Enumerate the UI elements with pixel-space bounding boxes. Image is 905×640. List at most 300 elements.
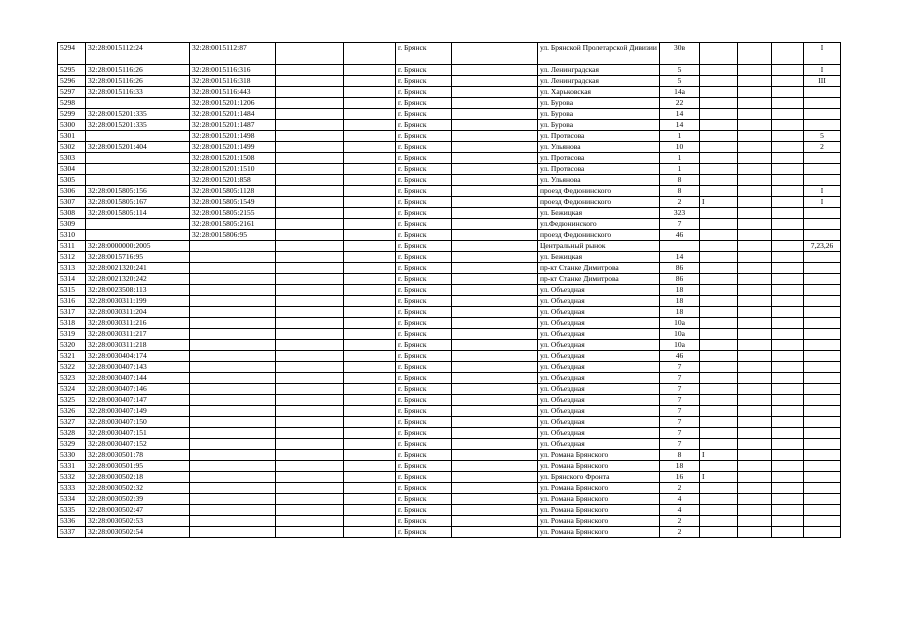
street-cell: ул. Брянского Фронта bbox=[538, 472, 660, 483]
parcel-cadastral-number-cell: 32:28:0030407:147 bbox=[86, 395, 190, 406]
table-row bbox=[58, 384, 841, 395]
empty-cell bbox=[276, 252, 344, 263]
building-cadastral-number-cell: 32:28:0015806:95 bbox=[190, 230, 276, 241]
house-number-cell: 16 bbox=[660, 472, 700, 483]
empty-cell bbox=[738, 164, 772, 175]
record-number-cell: 5306 bbox=[58, 186, 86, 197]
empty-cell bbox=[452, 120, 538, 131]
note-cell bbox=[804, 516, 841, 527]
mark-cell bbox=[700, 428, 738, 439]
empty-cell bbox=[276, 483, 344, 494]
street-cell: ул. Ульянова bbox=[538, 142, 660, 153]
parcel-cadastral-number-cell: 32:28:0030501:95 bbox=[86, 461, 190, 472]
empty-cell bbox=[772, 230, 804, 241]
mark-cell bbox=[700, 395, 738, 406]
empty-cell bbox=[344, 450, 396, 461]
empty-cell bbox=[276, 505, 344, 516]
empty-cell bbox=[772, 274, 804, 285]
city-cell: г. Брянск bbox=[396, 384, 452, 395]
empty-cell bbox=[276, 76, 344, 87]
building-cadastral-number-cell bbox=[190, 351, 276, 362]
empty-cell bbox=[276, 340, 344, 351]
parcel-cadastral-number-cell: 32:28:0030311:218 bbox=[86, 340, 190, 351]
note-cell bbox=[804, 384, 841, 395]
empty-cell bbox=[772, 362, 804, 373]
table-row bbox=[58, 76, 841, 87]
empty-cell bbox=[276, 197, 344, 208]
house-number-cell bbox=[660, 241, 700, 252]
empty-cell bbox=[344, 219, 396, 230]
note-cell: I bbox=[804, 65, 841, 76]
empty-cell bbox=[772, 439, 804, 450]
table-row bbox=[58, 142, 841, 153]
house-number-cell: 14а bbox=[660, 87, 700, 98]
note-cell bbox=[804, 318, 841, 329]
empty-cell bbox=[738, 395, 772, 406]
city-cell: г. Брянск bbox=[396, 274, 452, 285]
parcel-cadastral-number-cell: 32:28:0021320:241 bbox=[86, 263, 190, 274]
house-number-cell: 5 bbox=[660, 76, 700, 87]
street-cell: ул. Романа Брянского bbox=[538, 450, 660, 461]
parcel-cadastral-number-cell: 32:28:0030502:18 bbox=[86, 472, 190, 483]
empty-cell bbox=[344, 340, 396, 351]
empty-cell bbox=[344, 241, 396, 252]
empty-cell bbox=[276, 307, 344, 318]
parcel-cadastral-number-cell: 32:28:0015805:114 bbox=[86, 208, 190, 219]
empty-cell bbox=[344, 527, 396, 538]
city-cell: г. Брянск bbox=[396, 208, 452, 219]
empty-cell bbox=[344, 263, 396, 274]
empty-cell bbox=[738, 197, 772, 208]
empty-cell bbox=[772, 131, 804, 142]
building-cadastral-number-cell: 32:28:0015805:1128 bbox=[190, 186, 276, 197]
city-cell: г. Брянск bbox=[396, 494, 452, 505]
empty-cell bbox=[738, 131, 772, 142]
house-number-cell: 7 bbox=[660, 417, 700, 428]
house-number-cell: 7 bbox=[660, 362, 700, 373]
mark-cell bbox=[700, 76, 738, 87]
city-cell: г. Брянск bbox=[396, 428, 452, 439]
record-number-cell: 5305 bbox=[58, 175, 86, 186]
parcel-cadastral-number-cell: 32:28:0015805:167 bbox=[86, 197, 190, 208]
empty-cell bbox=[738, 175, 772, 186]
empty-cell bbox=[738, 120, 772, 131]
empty-cell bbox=[276, 241, 344, 252]
record-number-cell: 5320 bbox=[58, 340, 86, 351]
mark-cell bbox=[700, 406, 738, 417]
mark-cell bbox=[700, 87, 738, 98]
empty-cell bbox=[276, 373, 344, 384]
city-cell: г. Брянск bbox=[396, 395, 452, 406]
empty-cell bbox=[276, 472, 344, 483]
parcel-cadastral-number-cell: 32:28:0030502:54 bbox=[86, 527, 190, 538]
registry-table bbox=[57, 42, 841, 538]
empty-cell bbox=[772, 450, 804, 461]
note-cell bbox=[804, 329, 841, 340]
empty-cell bbox=[452, 340, 538, 351]
note-cell bbox=[804, 208, 841, 219]
house-number-cell: 18 bbox=[660, 285, 700, 296]
record-number-cell: 5333 bbox=[58, 483, 86, 494]
note-cell bbox=[804, 505, 841, 516]
empty-cell bbox=[772, 351, 804, 362]
street-cell: ул. Романа Брянского bbox=[538, 505, 660, 516]
table-row bbox=[58, 318, 841, 329]
empty-cell bbox=[772, 472, 804, 483]
empty-cell bbox=[738, 296, 772, 307]
street-cell: ул. Объездная bbox=[538, 417, 660, 428]
mark-cell bbox=[700, 439, 738, 450]
empty-cell bbox=[452, 131, 538, 142]
note-cell bbox=[804, 307, 841, 318]
record-number-cell: 5321 bbox=[58, 351, 86, 362]
house-number-cell: 30в bbox=[660, 43, 700, 65]
empty-cell bbox=[344, 285, 396, 296]
empty-cell bbox=[344, 98, 396, 109]
empty-cell bbox=[452, 351, 538, 362]
city-cell: г. Брянск bbox=[396, 142, 452, 153]
empty-cell bbox=[738, 307, 772, 318]
parcel-cadastral-number-cell: 32:28:0015116:33 bbox=[86, 87, 190, 98]
empty-cell bbox=[738, 362, 772, 373]
empty-cell bbox=[738, 417, 772, 428]
empty-cell bbox=[738, 76, 772, 87]
note-cell bbox=[804, 472, 841, 483]
house-number-cell: 2 bbox=[660, 516, 700, 527]
record-number-cell: 5332 bbox=[58, 472, 86, 483]
street-cell: ул. Объездная bbox=[538, 439, 660, 450]
city-cell: г. Брянск bbox=[396, 65, 452, 76]
note-cell: III bbox=[804, 76, 841, 87]
empty-cell bbox=[344, 120, 396, 131]
empty-cell bbox=[738, 263, 772, 274]
empty-cell bbox=[344, 428, 396, 439]
mark-cell bbox=[700, 362, 738, 373]
record-number-cell: 5302 bbox=[58, 142, 86, 153]
house-number-cell: 2 bbox=[660, 197, 700, 208]
street-cell: пр-кт Станке Димитрова bbox=[538, 263, 660, 274]
building-cadastral-number-cell bbox=[190, 395, 276, 406]
empty-cell bbox=[772, 120, 804, 131]
note-cell bbox=[804, 164, 841, 175]
record-number-cell: 5330 bbox=[58, 450, 86, 461]
empty-cell bbox=[738, 65, 772, 76]
record-number-cell: 5317 bbox=[58, 307, 86, 318]
empty-cell bbox=[452, 461, 538, 472]
parcel-cadastral-number-cell bbox=[86, 131, 190, 142]
building-cadastral-number-cell bbox=[190, 252, 276, 263]
record-number-cell: 5308 bbox=[58, 208, 86, 219]
mark-cell bbox=[700, 384, 738, 395]
note-cell bbox=[804, 406, 841, 417]
house-number-cell: 8 bbox=[660, 175, 700, 186]
building-cadastral-number-cell: 32:28:0015201:1498 bbox=[190, 131, 276, 142]
street-cell: ул. Объездная bbox=[538, 296, 660, 307]
building-cadastral-number-cell: 32:28:0015805:1549 bbox=[190, 197, 276, 208]
table-row bbox=[58, 494, 841, 505]
empty-cell bbox=[772, 428, 804, 439]
house-number-cell: 14 bbox=[660, 120, 700, 131]
parcel-cadastral-number-cell: 32:28:0015116:26 bbox=[86, 76, 190, 87]
table-row bbox=[58, 285, 841, 296]
parcel-cadastral-number-cell: 32:28:0030407:150 bbox=[86, 417, 190, 428]
city-cell: г. Брянск bbox=[396, 483, 452, 494]
building-cadastral-number-cell bbox=[190, 417, 276, 428]
empty-cell bbox=[276, 164, 344, 175]
record-number-cell: 5329 bbox=[58, 439, 86, 450]
empty-cell bbox=[344, 208, 396, 219]
table-row bbox=[58, 219, 841, 230]
mark-cell bbox=[700, 131, 738, 142]
record-number-cell: 5295 bbox=[58, 65, 86, 76]
empty-cell bbox=[452, 175, 538, 186]
empty-cell bbox=[452, 65, 538, 76]
street-cell: ул. Объездная bbox=[538, 340, 660, 351]
empty-cell bbox=[772, 87, 804, 98]
mark-cell bbox=[700, 142, 738, 153]
empty-cell bbox=[344, 186, 396, 197]
empty-cell bbox=[452, 428, 538, 439]
mark-cell bbox=[700, 120, 738, 131]
street-cell: ул.Федюнинского bbox=[538, 219, 660, 230]
empty-cell bbox=[452, 494, 538, 505]
street-cell: ул. Брянской Пролетарской Дивизии bbox=[538, 43, 660, 65]
building-cadastral-number-cell bbox=[190, 307, 276, 318]
empty-cell bbox=[452, 219, 538, 230]
empty-cell bbox=[276, 428, 344, 439]
empty-cell bbox=[772, 263, 804, 274]
empty-cell bbox=[276, 285, 344, 296]
parcel-cadastral-number-cell bbox=[86, 219, 190, 230]
city-cell: г. Брянск bbox=[396, 362, 452, 373]
house-number-cell: 18 bbox=[660, 307, 700, 318]
city-cell: г. Брянск bbox=[396, 307, 452, 318]
street-cell: ул. Объездная bbox=[538, 351, 660, 362]
empty-cell bbox=[344, 153, 396, 164]
record-number-cell: 5298 bbox=[58, 98, 86, 109]
record-number-cell: 5310 bbox=[58, 230, 86, 241]
empty-cell bbox=[772, 219, 804, 230]
empty-cell bbox=[738, 450, 772, 461]
table-row bbox=[58, 164, 841, 175]
record-number-cell: 5299 bbox=[58, 109, 86, 120]
empty-cell bbox=[772, 340, 804, 351]
empty-cell bbox=[452, 109, 538, 120]
street-cell: ул. Объездная bbox=[538, 384, 660, 395]
mark-cell bbox=[700, 516, 738, 527]
empty-cell bbox=[276, 494, 344, 505]
city-cell: г. Брянск bbox=[396, 417, 452, 428]
note-cell bbox=[804, 373, 841, 384]
table-body bbox=[58, 43, 841, 538]
table-row bbox=[58, 197, 841, 208]
street-cell: ул. Романа Брянского bbox=[538, 483, 660, 494]
mark-cell bbox=[700, 483, 738, 494]
city-cell: г. Брянск bbox=[396, 296, 452, 307]
empty-cell bbox=[738, 142, 772, 153]
house-number-cell: 8 bbox=[660, 450, 700, 461]
record-number-cell: 5307 bbox=[58, 197, 86, 208]
empty-cell bbox=[344, 472, 396, 483]
street-cell: ул. Объездная bbox=[538, 362, 660, 373]
empty-cell bbox=[738, 98, 772, 109]
parcel-cadastral-number-cell: 32:28:0030311:216 bbox=[86, 318, 190, 329]
street-cell: ул. Романа Брянского bbox=[538, 527, 660, 538]
parcel-cadastral-number-cell bbox=[86, 164, 190, 175]
building-cadastral-number-cell bbox=[190, 285, 276, 296]
table-row bbox=[58, 43, 841, 65]
empty-cell bbox=[772, 142, 804, 153]
mark-cell bbox=[700, 373, 738, 384]
empty-cell bbox=[772, 186, 804, 197]
city-cell: г. Брянск bbox=[396, 461, 452, 472]
house-number-cell: 7 bbox=[660, 439, 700, 450]
record-number-cell: 5297 bbox=[58, 87, 86, 98]
house-number-cell: 7 bbox=[660, 395, 700, 406]
note-cell bbox=[804, 153, 841, 164]
empty-cell bbox=[738, 318, 772, 329]
building-cadastral-number-cell: 32:28:0015201:858 bbox=[190, 175, 276, 186]
empty-cell bbox=[344, 406, 396, 417]
empty-cell bbox=[452, 395, 538, 406]
record-number-cell: 5313 bbox=[58, 263, 86, 274]
building-cadastral-number-cell bbox=[190, 274, 276, 285]
building-cadastral-number-cell: 32:28:0015116:443 bbox=[190, 87, 276, 98]
building-cadastral-number-cell bbox=[190, 384, 276, 395]
mark-cell: I bbox=[700, 450, 738, 461]
empty-cell bbox=[276, 461, 344, 472]
empty-cell bbox=[276, 43, 344, 65]
parcel-cadastral-number-cell: 32:28:0030311:204 bbox=[86, 307, 190, 318]
building-cadastral-number-cell: 32:28:0015201:1508 bbox=[190, 153, 276, 164]
building-cadastral-number-cell bbox=[190, 483, 276, 494]
house-number-cell: 46 bbox=[660, 351, 700, 362]
city-cell: г. Брянск bbox=[396, 153, 452, 164]
table-row bbox=[58, 87, 841, 98]
empty-cell bbox=[452, 318, 538, 329]
empty-cell bbox=[452, 153, 538, 164]
empty-cell bbox=[772, 65, 804, 76]
mark-cell bbox=[700, 65, 738, 76]
note-cell bbox=[804, 230, 841, 241]
street-cell: ул. Объездная bbox=[538, 373, 660, 384]
note-cell: I bbox=[804, 43, 841, 65]
house-number-cell: 4 bbox=[660, 505, 700, 516]
empty-cell bbox=[738, 241, 772, 252]
building-cadastral-number-cell bbox=[190, 362, 276, 373]
record-number-cell: 5294 bbox=[58, 43, 86, 65]
mark-cell bbox=[700, 219, 738, 230]
empty-cell bbox=[772, 98, 804, 109]
street-cell: ул. Объездная bbox=[538, 406, 660, 417]
note-cell bbox=[804, 450, 841, 461]
mark-cell bbox=[700, 252, 738, 263]
building-cadastral-number-cell: 32:28:0015112:87 bbox=[190, 43, 276, 65]
empty-cell bbox=[344, 131, 396, 142]
empty-cell bbox=[452, 439, 538, 450]
street-cell: ул. Бежицкая bbox=[538, 208, 660, 219]
city-cell: г. Брянск bbox=[396, 263, 452, 274]
table-row bbox=[58, 153, 841, 164]
house-number-cell: 14 bbox=[660, 252, 700, 263]
street-cell: пр-кт Станке Димитрова bbox=[538, 274, 660, 285]
city-cell: г. Брянск bbox=[396, 87, 452, 98]
empty-cell bbox=[452, 230, 538, 241]
empty-cell bbox=[738, 87, 772, 98]
empty-cell bbox=[738, 373, 772, 384]
empty-cell bbox=[276, 65, 344, 76]
table-row bbox=[58, 373, 841, 384]
table-row bbox=[58, 340, 841, 351]
note-cell: 2 bbox=[804, 142, 841, 153]
house-number-cell: 10а bbox=[660, 329, 700, 340]
empty-cell bbox=[452, 505, 538, 516]
note-cell bbox=[804, 98, 841, 109]
empty-cell bbox=[772, 76, 804, 87]
house-number-cell: 18 bbox=[660, 461, 700, 472]
empty-cell bbox=[772, 406, 804, 417]
parcel-cadastral-number-cell: 32:28:0030502:39 bbox=[86, 494, 190, 505]
street-cell: Центральный рынок bbox=[538, 241, 660, 252]
note-cell bbox=[804, 263, 841, 274]
mark-cell bbox=[700, 186, 738, 197]
building-cadastral-number-cell bbox=[190, 340, 276, 351]
table-row bbox=[58, 351, 841, 362]
record-number-cell: 5334 bbox=[58, 494, 86, 505]
parcel-cadastral-number-cell: 32:28:0015201:335 bbox=[86, 109, 190, 120]
empty-cell bbox=[452, 98, 538, 109]
table-row bbox=[58, 208, 841, 219]
building-cadastral-number-cell: 32:28:0015116:318 bbox=[190, 76, 276, 87]
parcel-cadastral-number-cell: 32:28:0030407:144 bbox=[86, 373, 190, 384]
empty-cell bbox=[344, 230, 396, 241]
empty-cell bbox=[452, 76, 538, 87]
empty-cell bbox=[276, 87, 344, 98]
record-number-cell: 5311 bbox=[58, 241, 86, 252]
note-cell bbox=[804, 461, 841, 472]
note-cell bbox=[804, 175, 841, 186]
empty-cell bbox=[276, 263, 344, 274]
empty-cell bbox=[738, 186, 772, 197]
empty-cell bbox=[344, 274, 396, 285]
parcel-cadastral-number-cell: 32:28:0015201:404 bbox=[86, 142, 190, 153]
mark-cell: I bbox=[700, 197, 738, 208]
city-cell: г. Брянск bbox=[396, 219, 452, 230]
street-cell: проезд Федюнинского bbox=[538, 186, 660, 197]
record-number-cell: 5323 bbox=[58, 373, 86, 384]
empty-cell bbox=[738, 208, 772, 219]
mark-cell bbox=[700, 109, 738, 120]
note-cell: I bbox=[804, 197, 841, 208]
empty-cell bbox=[452, 516, 538, 527]
building-cadastral-number-cell: 32:28:0015805:2161 bbox=[190, 219, 276, 230]
city-cell: г. Брянск bbox=[396, 164, 452, 175]
empty-cell bbox=[452, 362, 538, 373]
empty-cell bbox=[276, 98, 344, 109]
street-cell: ул. Объездная bbox=[538, 329, 660, 340]
parcel-cadastral-number-cell: 32:28:0030502:53 bbox=[86, 516, 190, 527]
empty-cell bbox=[772, 197, 804, 208]
building-cadastral-number-cell bbox=[190, 428, 276, 439]
record-number-cell: 5315 bbox=[58, 285, 86, 296]
mark-cell bbox=[700, 329, 738, 340]
table-row bbox=[58, 417, 841, 428]
table-row bbox=[58, 175, 841, 186]
house-number-cell: 10а bbox=[660, 340, 700, 351]
table-row bbox=[58, 461, 841, 472]
empty-cell bbox=[344, 384, 396, 395]
city-cell: г. Брянск bbox=[396, 131, 452, 142]
